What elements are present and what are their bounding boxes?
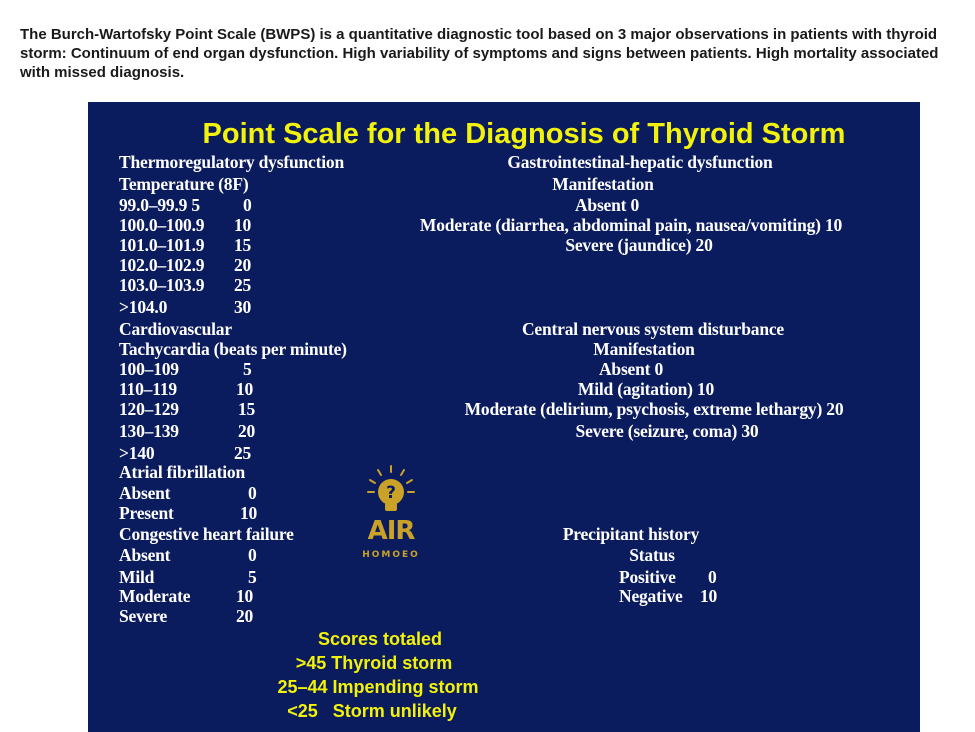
thermo-score: 0 xyxy=(243,195,252,215)
lightbulb-icon xyxy=(354,462,428,522)
logo-text: AIR xyxy=(367,516,415,546)
thermo-score: 30 xyxy=(234,297,252,317)
cardio-score: 20 xyxy=(238,421,256,441)
slide-title: Point Scale for the Diagnosis of Thyroid Storm xyxy=(202,118,846,150)
thermo-score: 20 xyxy=(234,255,252,275)
cardio-score: 10 xyxy=(236,379,254,399)
chf-label: Mild xyxy=(119,567,155,587)
chf-score: 5 xyxy=(248,567,257,587)
slide xyxy=(88,102,920,732)
cardio-range: 100–109 xyxy=(119,359,179,379)
chf-label: Moderate xyxy=(119,586,191,606)
cardio-score: 15 xyxy=(238,399,256,419)
afib-score: 0 xyxy=(248,483,257,503)
air-homoeo-logo xyxy=(354,462,428,562)
logo-subtext: HOMOEO xyxy=(362,550,420,560)
gi-row: Severe (jaundice) 20 xyxy=(565,235,713,255)
score-row: <25 Storm unlikely xyxy=(287,701,457,721)
cardio-range: 110–119 xyxy=(119,379,177,399)
intro-paragraph: The Burch-Wartofsky Point Scale (BWPS) is a quantitative diagnostic tool based on 3 major observations in patients with thyroid storm: Continuum of end organ dysfunction. High variability of symptoms and signs between patients. High mortality associated with missed diagnosis. xyxy=(20,26,939,81)
cns-row: Absent 0 xyxy=(598,359,664,379)
cns-row: Mild (agitation) 10 xyxy=(577,379,715,399)
precip-label: Positive xyxy=(619,567,676,587)
thermo-range: 99.0–99.9 5 xyxy=(119,195,200,215)
thermo-range: 101.0–101.9 xyxy=(119,235,205,255)
cardio-range: 120–129 xyxy=(119,399,179,419)
chf-score: 20 xyxy=(236,606,254,626)
score-row: >45 Thyroid storm xyxy=(295,653,453,673)
cns-subheading: Manifestation xyxy=(593,339,695,359)
precip-subheading: Status xyxy=(629,545,675,565)
afib-heading: Atrial fibrillation xyxy=(119,462,245,482)
cardio-range: >140 xyxy=(119,443,155,463)
scores-heading: Scores totaled xyxy=(317,629,443,649)
cardio-heading: Cardiovascular xyxy=(119,319,232,339)
thermo-score: 15 xyxy=(234,235,252,255)
gi-subheading: Manifestation xyxy=(552,174,654,194)
afib-label: Present xyxy=(119,503,174,523)
svg-text:?: ? xyxy=(386,483,396,503)
precip-score: 10 xyxy=(700,586,718,606)
cardio-range: 130–139 xyxy=(119,421,179,441)
precip-score: 0 xyxy=(708,567,717,587)
cns-row: Moderate (delirium, psychosis, extreme lethargy) 20 xyxy=(464,399,844,419)
thermo-range: >104.0 xyxy=(119,297,168,317)
cns-heading: Central nervous system disturbance xyxy=(521,319,785,339)
cardio-score: 5 xyxy=(243,359,252,379)
thermo-subheading: Temperature (8F) xyxy=(119,174,249,194)
afib-score: 10 xyxy=(240,503,258,523)
gi-heading: Gastrointestinal-hepatic dysfunction xyxy=(507,152,773,172)
cns-row: Severe (seizure, coma) 30 xyxy=(575,421,759,441)
gi-row: Absent 0 xyxy=(574,195,640,215)
chf-heading: Congestive heart failure xyxy=(119,524,294,544)
chf-label: Severe xyxy=(119,606,168,626)
chf-score: 0 xyxy=(248,545,257,565)
thermo-heading: Thermoregulatory dysfunction xyxy=(119,152,344,172)
afib-label: Absent xyxy=(119,483,171,503)
thermo-range: 100.0–100.9 xyxy=(119,215,205,235)
cardio-subheading: Tachycardia (beats per minute) xyxy=(119,339,347,359)
precip-label: Negative xyxy=(619,586,683,606)
thermo-score: 10 xyxy=(234,215,252,235)
precip-heading: Precipitant history xyxy=(562,524,700,544)
chf-label: Absent xyxy=(119,545,171,565)
thermo-range: 103.0–103.9 xyxy=(119,275,205,295)
cardio-score: 25 xyxy=(234,443,252,463)
chf-score: 10 xyxy=(236,586,254,606)
thermo-range: 102.0–102.9 xyxy=(119,255,205,275)
score-row: 25–44 Impending storm xyxy=(277,677,479,697)
gi-row: Moderate (diarrhea, abdominal pain, nausea/vomiting) 10 xyxy=(419,215,843,235)
thermo-score: 25 xyxy=(234,275,252,295)
